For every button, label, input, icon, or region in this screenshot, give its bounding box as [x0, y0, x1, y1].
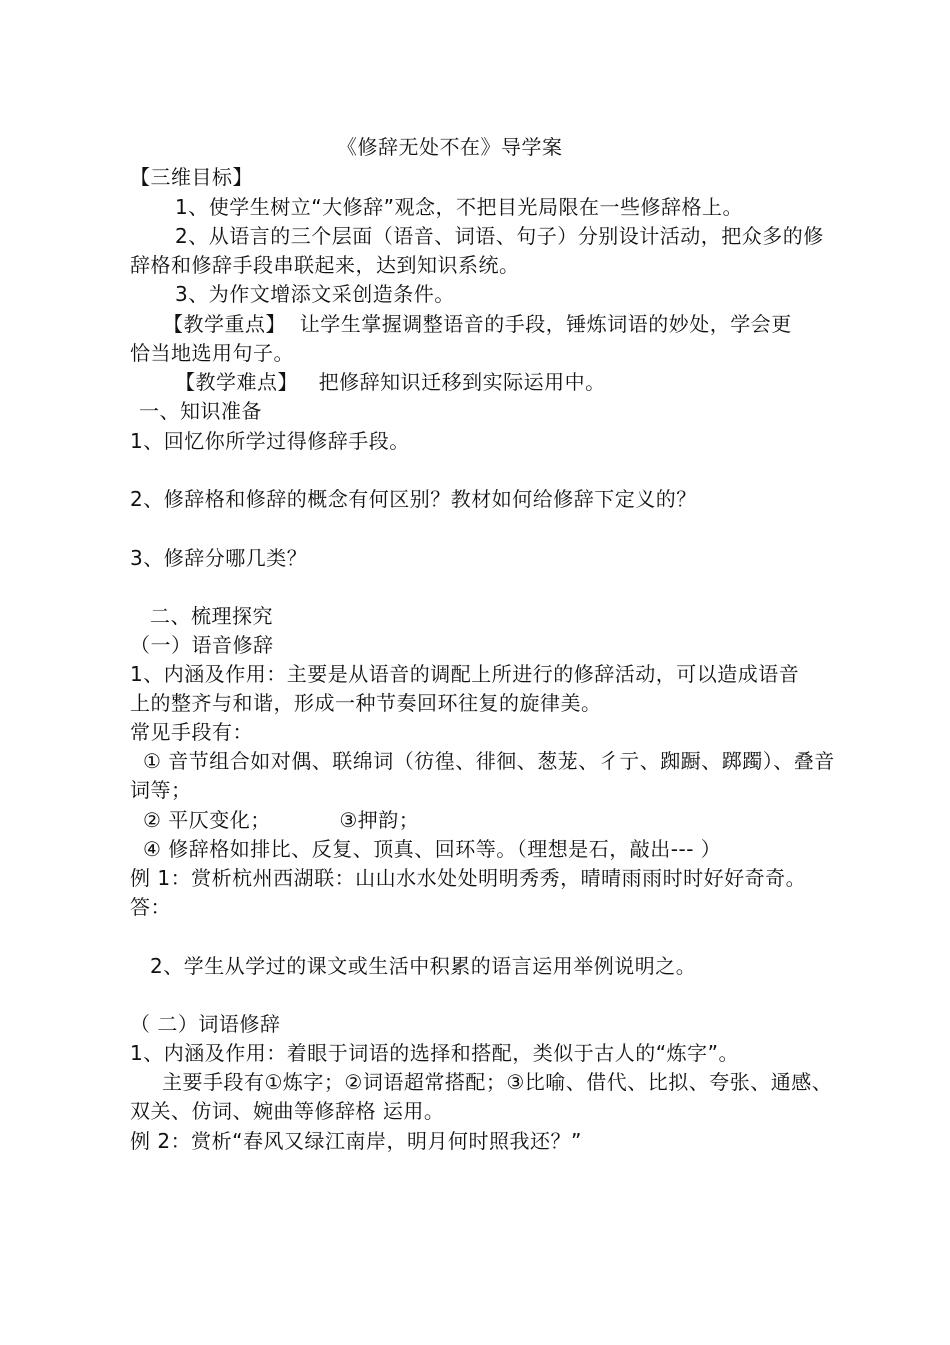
teaching-difficulty: 【教学难点】 把修辞知识迁移到实际运用中。	[175, 370, 606, 394]
document-title: 《修辞无处不在》导学案	[337, 135, 563, 159]
student-task: 2、学生从学过的课文或生活中积累的语言运用举例说明之。	[150, 954, 697, 978]
question-3: 3、修辞分哪几类？	[130, 546, 308, 570]
phonetic-definition-continued: 上的整齐与和谐，形成一种节奏回环往复的旋律美。	[130, 691, 602, 715]
teaching-focus-continued: 恰当地选用句子。	[130, 341, 294, 365]
question-2: 2、修辞格和修辞的概念有何区别？教材如何给修辞下定义的？	[130, 487, 697, 511]
means-item-1-continued: 词等；	[130, 778, 192, 802]
example-1: 例 1：赏析杭州西湖联：山山水水处处明明秀秀，晴晴雨雨时时好好奇奇。	[130, 866, 807, 890]
section-heading-three-goals: 【三维目标】	[130, 165, 253, 189]
example-2: 例 2：赏析“春风又绿江南岸，明月何时照我还？”	[130, 1129, 582, 1153]
means-item-1: ① 音节组合如对偶、联绵词（彷徨、徘徊、葱茏、彳亍、踟蹰、踯躅）、叠音	[143, 749, 835, 773]
means-item-4: ④ 修辞格如排比、反复、顶真、回环等。（理想是石，敲出--- ）	[143, 837, 722, 861]
word-definition: 1、内涵及作用：着眼于词语的选择和搭配，类似于古人的“炼字”。	[130, 1041, 739, 1065]
goal-item-2: 2、从语言的三个层面（语音、词语、句子）分别设计活动，把众多的修	[175, 224, 824, 248]
goal-item-2-continued: 辞格和修辞手段串联起来，达到知识系统。	[130, 253, 520, 277]
common-means-label: 常见手段有：	[130, 720, 253, 744]
subsection-phonetic-rhetoric: （一）语音修辞	[130, 633, 274, 657]
question-1: 1、回忆你所学过得修辞手段。	[130, 429, 410, 453]
section-heading-knowledge-prep: 一、知识准备	[139, 399, 262, 423]
word-main-means: 主要手段有①炼字；②词语超常搭配；③比喻、借代、比拟、夸张、通感、	[162, 1070, 833, 1094]
goal-item-1: 1、使学生树立“大修辞”观念，不把目光局限在一些修辞格上。	[175, 195, 743, 219]
word-main-means-continued: 双关、仿词、婉曲等修辞格 运用。	[130, 1099, 445, 1123]
means-item-2-3: ② 平仄变化； ③押韵；	[143, 808, 420, 832]
answer-label: 答：	[130, 895, 171, 919]
teaching-focus: 【教学重点】 让学生掌握调整语音的手段，锤炼词语的妙处，学会更	[163, 312, 792, 336]
goal-item-3: 3、为作文增添文采创造条件。	[175, 282, 455, 306]
section-heading-sort-explore: 二、梳理探究	[150, 604, 273, 628]
phonetic-definition: 1、内涵及作用：主要是从语音的调配上所进行的修辞活动，可以造成语音	[130, 662, 800, 686]
subsection-word-rhetoric: （ 二）词语修辞	[130, 1012, 281, 1036]
